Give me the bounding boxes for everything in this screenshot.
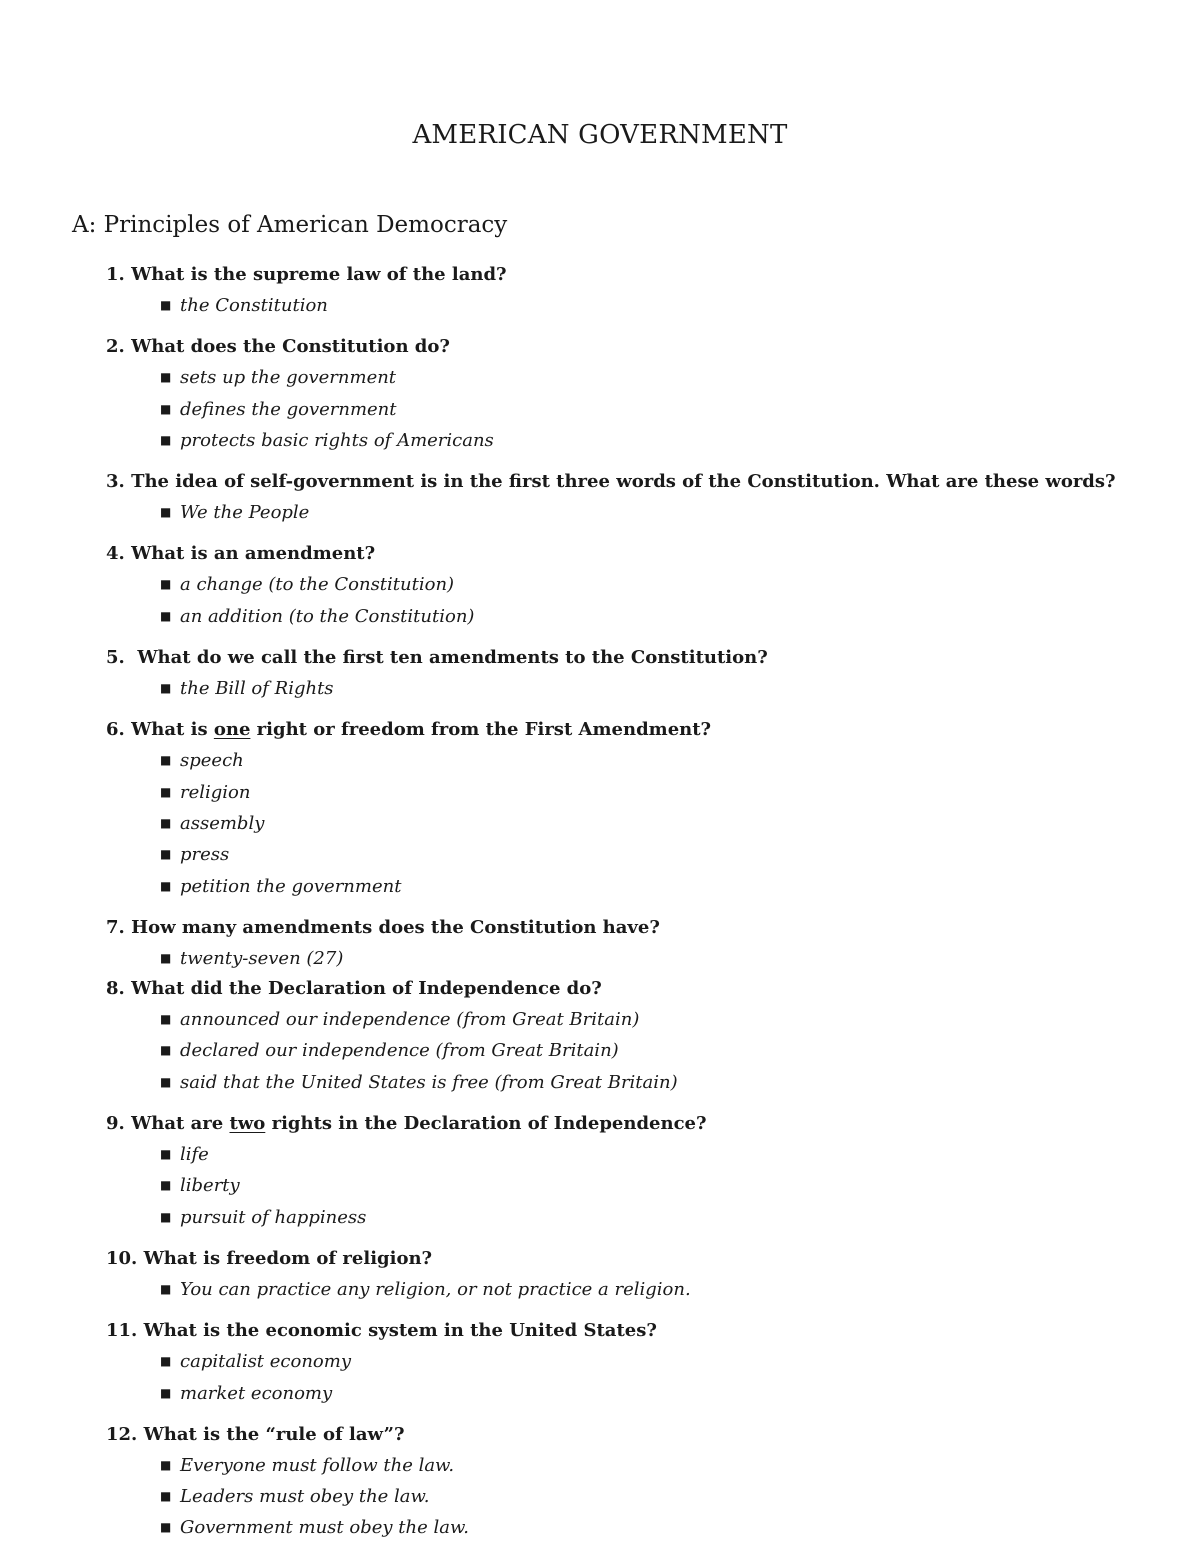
answer-list — [106, 1450, 1166, 1544]
answer-item — [160, 943, 1166, 974]
square-bullet-icon: ■ — [160, 847, 172, 862]
question-item — [106, 913, 1166, 974]
question-text-before: What are — [131, 1113, 230, 1135]
answer-item — [160, 425, 1166, 456]
question-item — [106, 1420, 1166, 1544]
question-text — [106, 974, 1166, 1004]
answer-text: life — [180, 1144, 209, 1166]
answer-item — [160, 1274, 1166, 1305]
question-emphasis: two — [229, 1113, 266, 1135]
answer-item — [160, 1067, 1166, 1098]
question-item — [106, 715, 1166, 912]
document-title: AMERICAN GOVERNMENT — [412, 120, 788, 150]
answer-item — [160, 1004, 1166, 1035]
spacer — [106, 1098, 1166, 1109]
question-text — [106, 539, 1166, 569]
square-bullet-icon: ■ — [160, 878, 172, 893]
question-number: 7. — [106, 916, 132, 938]
answer-text: a change (to the Constitution) — [180, 574, 455, 596]
answer-item — [160, 1481, 1166, 1512]
answer-list — [106, 1139, 1166, 1233]
answer-list — [106, 943, 1166, 974]
spacer — [106, 1305, 1166, 1316]
answer-item — [160, 839, 1166, 870]
square-bullet-icon: ■ — [160, 1457, 172, 1472]
answer-text: capitalist economy — [180, 1351, 351, 1373]
answer-text: defines the government — [180, 398, 397, 420]
answer-text: an addition (to the Constitution) — [180, 605, 475, 627]
question-item — [106, 1244, 1166, 1316]
answer-text: the Constitution — [180, 295, 328, 316]
question-text — [106, 260, 1166, 290]
question-number: 1. — [106, 264, 132, 285]
answer-text: market economy — [180, 1382, 333, 1404]
square-bullet-icon: ■ — [160, 1147, 172, 1162]
square-bullet-icon: ■ — [160, 1281, 172, 1296]
spacer — [106, 456, 1166, 467]
question-text — [106, 332, 1166, 362]
answer-text: speech — [180, 750, 244, 772]
answer-list — [106, 1346, 1166, 1409]
spacer — [106, 632, 1166, 643]
answer-text: religion — [180, 781, 251, 803]
answer-list — [106, 569, 1166, 632]
answer-item — [160, 1035, 1166, 1066]
question-item — [106, 974, 1166, 1109]
question-item — [106, 643, 1166, 715]
answer-list — [106, 673, 1166, 704]
answer-text: twenty-seven (27) — [180, 947, 344, 969]
answer-item — [160, 290, 1166, 321]
answer-list — [106, 1004, 1166, 1098]
question-text — [106, 1109, 1166, 1139]
spacer — [106, 902, 1166, 913]
question-text — [106, 913, 1166, 943]
square-bullet-icon: ■ — [160, 298, 172, 312]
question-list — [106, 260, 1166, 1544]
answer-item — [160, 808, 1166, 839]
square-bullet-icon: ■ — [160, 577, 172, 592]
answer-text: press — [180, 844, 230, 866]
square-bullet-icon: ■ — [160, 608, 172, 623]
question-item — [106, 467, 1166, 539]
answer-item — [160, 777, 1166, 808]
square-bullet-icon: ■ — [160, 1209, 172, 1224]
question-text-before: What do we call the first ten amendments to the Constitution? — [137, 647, 768, 669]
answer-text: You can practice any religion, or not practice a religion. — [180, 1278, 691, 1300]
answer-item — [160, 569, 1166, 600]
answer-text: the Bill of Rights — [180, 678, 334, 700]
answer-text: liberty — [180, 1175, 240, 1197]
question-text — [106, 467, 1166, 497]
answer-text: sets up the government — [180, 367, 397, 389]
question-text-before: The idea of self-government is in the first three words of the Constitution. What are these words? — [131, 471, 1116, 493]
square-bullet-icon: ■ — [160, 1520, 172, 1535]
answer-text: petition the government — [180, 875, 402, 897]
answer-item — [160, 745, 1166, 776]
square-bullet-icon: ■ — [160, 784, 172, 799]
question-text-before: What is an amendment? — [131, 543, 376, 565]
question-text-before: What is the economic system in the United States? — [143, 1320, 657, 1342]
answer-item — [160, 1378, 1166, 1409]
square-bullet-icon: ■ — [160, 1489, 172, 1504]
answer-text: announced our independence (from Great Britain) — [180, 1009, 640, 1031]
question-item — [106, 260, 1166, 332]
question-text-before: What is freedom of religion? — [143, 1247, 433, 1269]
answer-list — [106, 745, 1166, 901]
answer-item — [160, 1170, 1166, 1201]
question-text — [106, 1420, 1166, 1450]
spacer — [106, 704, 1166, 715]
square-bullet-icon: ■ — [160, 1354, 172, 1369]
spacer — [106, 321, 1166, 332]
spacer — [106, 1233, 1166, 1244]
answer-item — [160, 871, 1166, 902]
question-item — [106, 1316, 1166, 1420]
question-text-after: rights in the Declaration of Independence? — [265, 1113, 707, 1135]
question-number: 10. — [106, 1247, 144, 1269]
spacer — [106, 1409, 1166, 1420]
answer-item — [160, 601, 1166, 632]
question-number: 8. — [106, 978, 132, 1000]
square-bullet-icon: ■ — [160, 681, 172, 696]
question-emphasis: one — [213, 719, 251, 741]
question-number: 4. — [106, 543, 132, 565]
answer-text: said that the United States is free (from Great Britain) — [180, 1071, 678, 1093]
answer-item — [160, 394, 1166, 425]
answer-item — [160, 1512, 1166, 1543]
question-text-before: What did the Declaration of Independence do? — [131, 978, 602, 1000]
answer-item — [160, 1139, 1166, 1170]
answer-list — [106, 1274, 1166, 1305]
question-number: 3. — [106, 471, 132, 493]
square-bullet-icon: ■ — [160, 1385, 172, 1400]
answer-item — [160, 497, 1166, 528]
question-number: 5. — [106, 647, 138, 669]
question-text-before: How many amendments does the Constitution have? — [131, 916, 660, 938]
question-item — [106, 332, 1166, 467]
answer-text: declared our independence (from Great Britain) — [180, 1040, 619, 1062]
answer-text: protects basic rights of Americans — [180, 429, 494, 451]
answer-item — [160, 362, 1166, 393]
answer-text: pursuit of happiness — [180, 1206, 367, 1228]
question-text — [106, 1316, 1166, 1346]
answer-list — [106, 362, 1166, 456]
question-text-after: right or freedom from the First Amendment? — [250, 719, 712, 741]
square-bullet-icon: ■ — [160, 950, 172, 965]
square-bullet-icon: ■ — [160, 1012, 172, 1027]
answer-list — [106, 290, 1166, 321]
question-number: 2. — [106, 336, 132, 358]
question-number: 12. — [106, 1423, 144, 1445]
square-bullet-icon: ■ — [160, 401, 172, 416]
question-item — [106, 1109, 1166, 1244]
answer-text: Everyone must follow the law. — [180, 1454, 455, 1476]
question-text-before: What is — [131, 719, 214, 741]
question-text-before: What does the Constitution do? — [131, 336, 450, 358]
square-bullet-icon: ■ — [160, 370, 172, 385]
question-number: 9. — [106, 1113, 132, 1135]
square-bullet-icon: ■ — [160, 432, 172, 447]
section-heading: A: Principles of American Democracy — [72, 212, 508, 238]
question-text — [106, 715, 1166, 745]
square-bullet-icon: ■ — [160, 1074, 172, 1089]
answer-text: Government must obey the law. — [180, 1517, 469, 1539]
question-text-before: What is the supreme law of the land? — [131, 264, 507, 285]
answer-list — [106, 497, 1166, 528]
answer-text: Leaders must obey the law. — [180, 1486, 430, 1508]
answer-item — [160, 1450, 1166, 1481]
answer-item — [160, 673, 1166, 704]
square-bullet-icon: ■ — [160, 753, 172, 768]
question-item — [106, 539, 1166, 643]
square-bullet-icon: ■ — [160, 505, 172, 520]
square-bullet-icon: ■ — [160, 815, 172, 830]
answer-item — [160, 1346, 1166, 1377]
spacer — [106, 528, 1166, 539]
question-text — [106, 643, 1166, 673]
question-text-before: What is the “rule of law”? — [143, 1423, 405, 1445]
answer-item — [160, 1202, 1166, 1233]
square-bullet-icon: ■ — [160, 1178, 172, 1193]
square-bullet-icon: ■ — [160, 1043, 172, 1058]
question-number: 6. — [106, 719, 132, 741]
question-number: 11. — [106, 1320, 144, 1342]
question-text — [106, 1244, 1166, 1274]
answer-text: assembly — [180, 812, 265, 834]
answer-text: We the People — [180, 502, 310, 524]
